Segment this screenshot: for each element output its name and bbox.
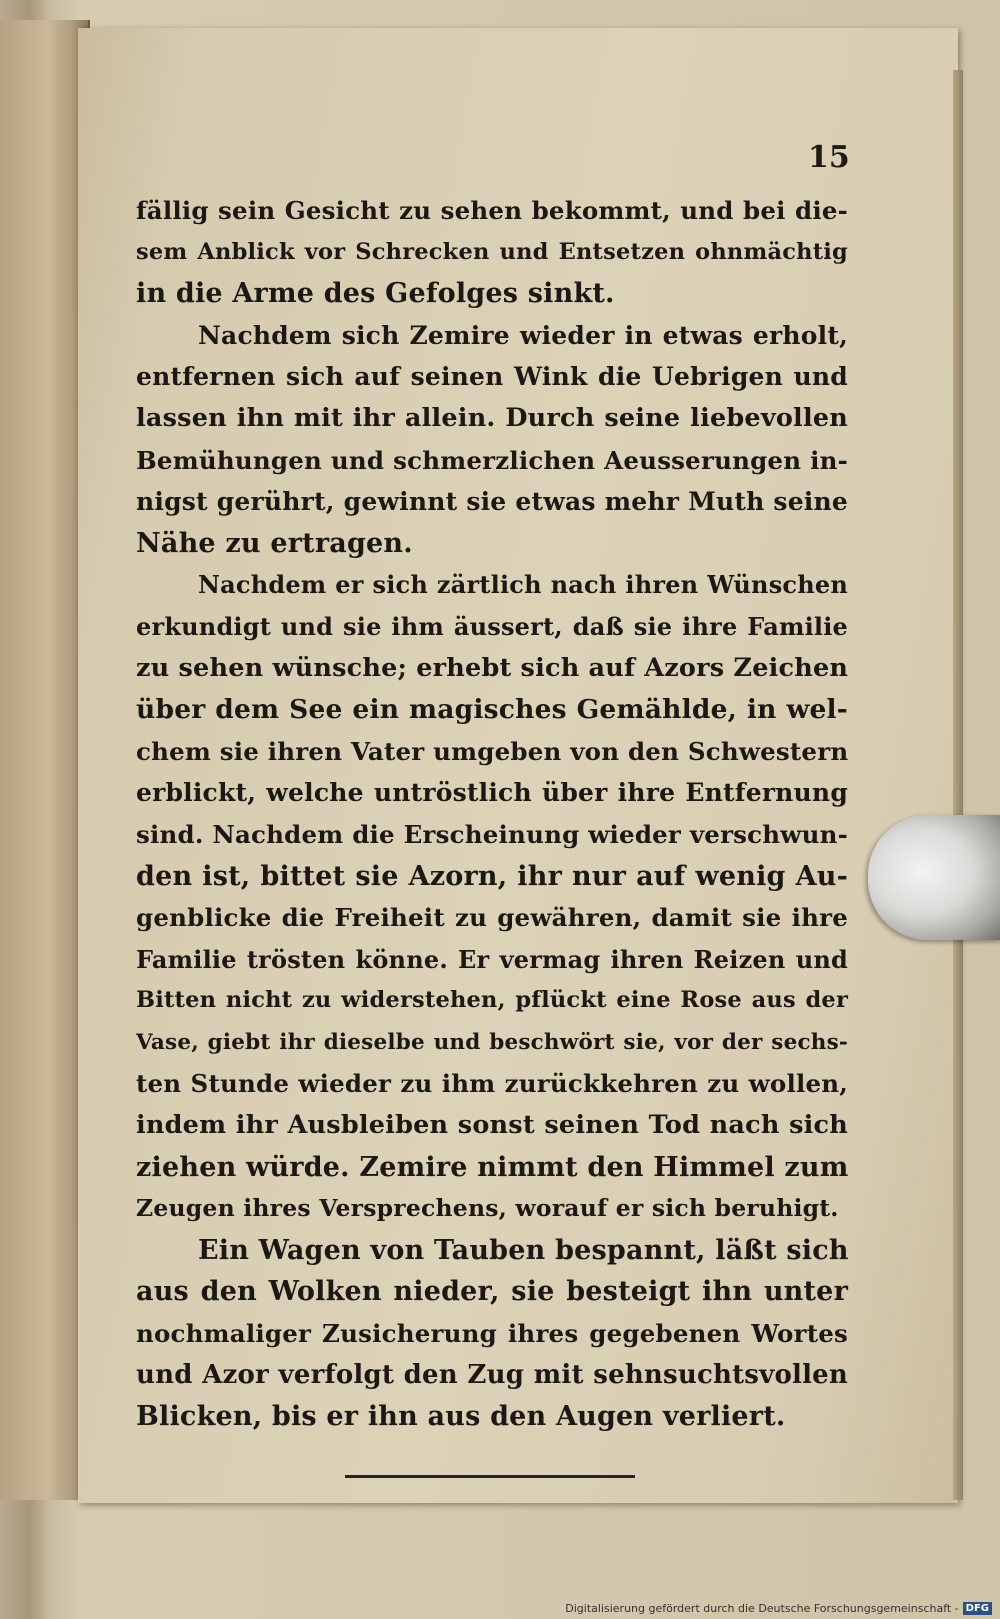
body-text [136,190,848,1438]
text-line: Blicken, bis er ihn aus den Augen verliert. [136,1401,786,1433]
text-line: Ein Wagen von Tauben bespannt, läßt sich [198,1234,849,1266]
text-line: lassen ihn mit ihr allein. Durch seine liebevollen [136,402,848,433]
text-line: zu sehen wünsche; erhebt sich auf Azors Zeichen [136,652,849,683]
text-line: Nähe zu ertragen. [136,527,413,559]
text-line: sind. Nachdem die Erscheinung wieder verschwun- [136,819,848,849]
page-number: 15 [808,140,850,175]
text-line: aus den Wolken nieder, sie besteigt ihn unter [136,1276,848,1308]
text-line: Bitten nicht zu widerstehen, pflückt eine Rose aus der [136,987,848,1014]
text-line: nochmaliger Zusicherung ihres gegebenen Wortes [136,1319,848,1349]
text-line: chem sie ihren Vater umgeben von den Schwestern [136,736,849,766]
text-line: Zeugen ihres Versprechens, worauf er sich beruhigt. [136,1194,839,1223]
text-line: Vase, giebt ihr dieselbe und beschwört sie, vor der sechs- [136,1029,848,1055]
text-line: und Azor verfolgt den Zug mit sehnsuchtsvollen [136,1359,848,1390]
text-line: genblicke die Freiheit zu gewähren, damit sie ihre [136,903,848,933]
text-line: Nachdem er sich zärtlich nach ihren Wünschen [198,570,848,600]
text-line: Familie trösten könne. Er vermag ihren Reizen und [136,944,848,974]
footer-credit: Digitalisierung gefördert durch die Deutsche Forschungsgemeinschaft - [565,1602,959,1615]
text-line: Bemühungen und schmerzlichen Aeusserungen in- [136,445,848,475]
text-line: sem Anblick vor Schrecken und Entsetzen ohnmächtig [136,238,848,265]
end-rule [345,1475,635,1478]
text-line: erkundigt und sie ihm äussert, daß sie ihre Familie [136,611,848,641]
text-line: indem ihr Ausbleiben sonst seinen Tod nach sich [136,1110,848,1141]
text-line: ten Stunde wieder zu ihm zurückkehren zu wollen, [136,1069,848,1099]
page-clip [868,815,1000,940]
text-line: entfernen sich auf seinen Wink die Uebrigen und [136,362,848,392]
text-line: über dem See ein magisches Gemählde, in wel- [136,694,848,726]
dfg-logo: DFG [963,1602,992,1615]
text-line: den ist, bittet sie Azorn, ihr nur auf wenig Au- [136,860,848,892]
text-line: in die Arme des Gefolges sinkt. [136,278,615,310]
left-page-edge [0,20,90,1500]
text-line: Nachdem sich Zemire wieder in etwas erholt, [198,320,848,350]
text-line: erblickt, welche untröstlich über ihre Entfernung [136,778,848,808]
text-line: ziehen würde. Zemire nimmt den Himmel zum [136,1151,849,1183]
page-stack-edge [953,70,963,1500]
text-line: fällig sein Gesicht zu sehen bekommt, und bei die- [136,196,848,225]
footer [565,1602,992,1615]
text-line: nigst gerührt, gewinnt sie etwas mehr Muth seine [136,487,848,517]
